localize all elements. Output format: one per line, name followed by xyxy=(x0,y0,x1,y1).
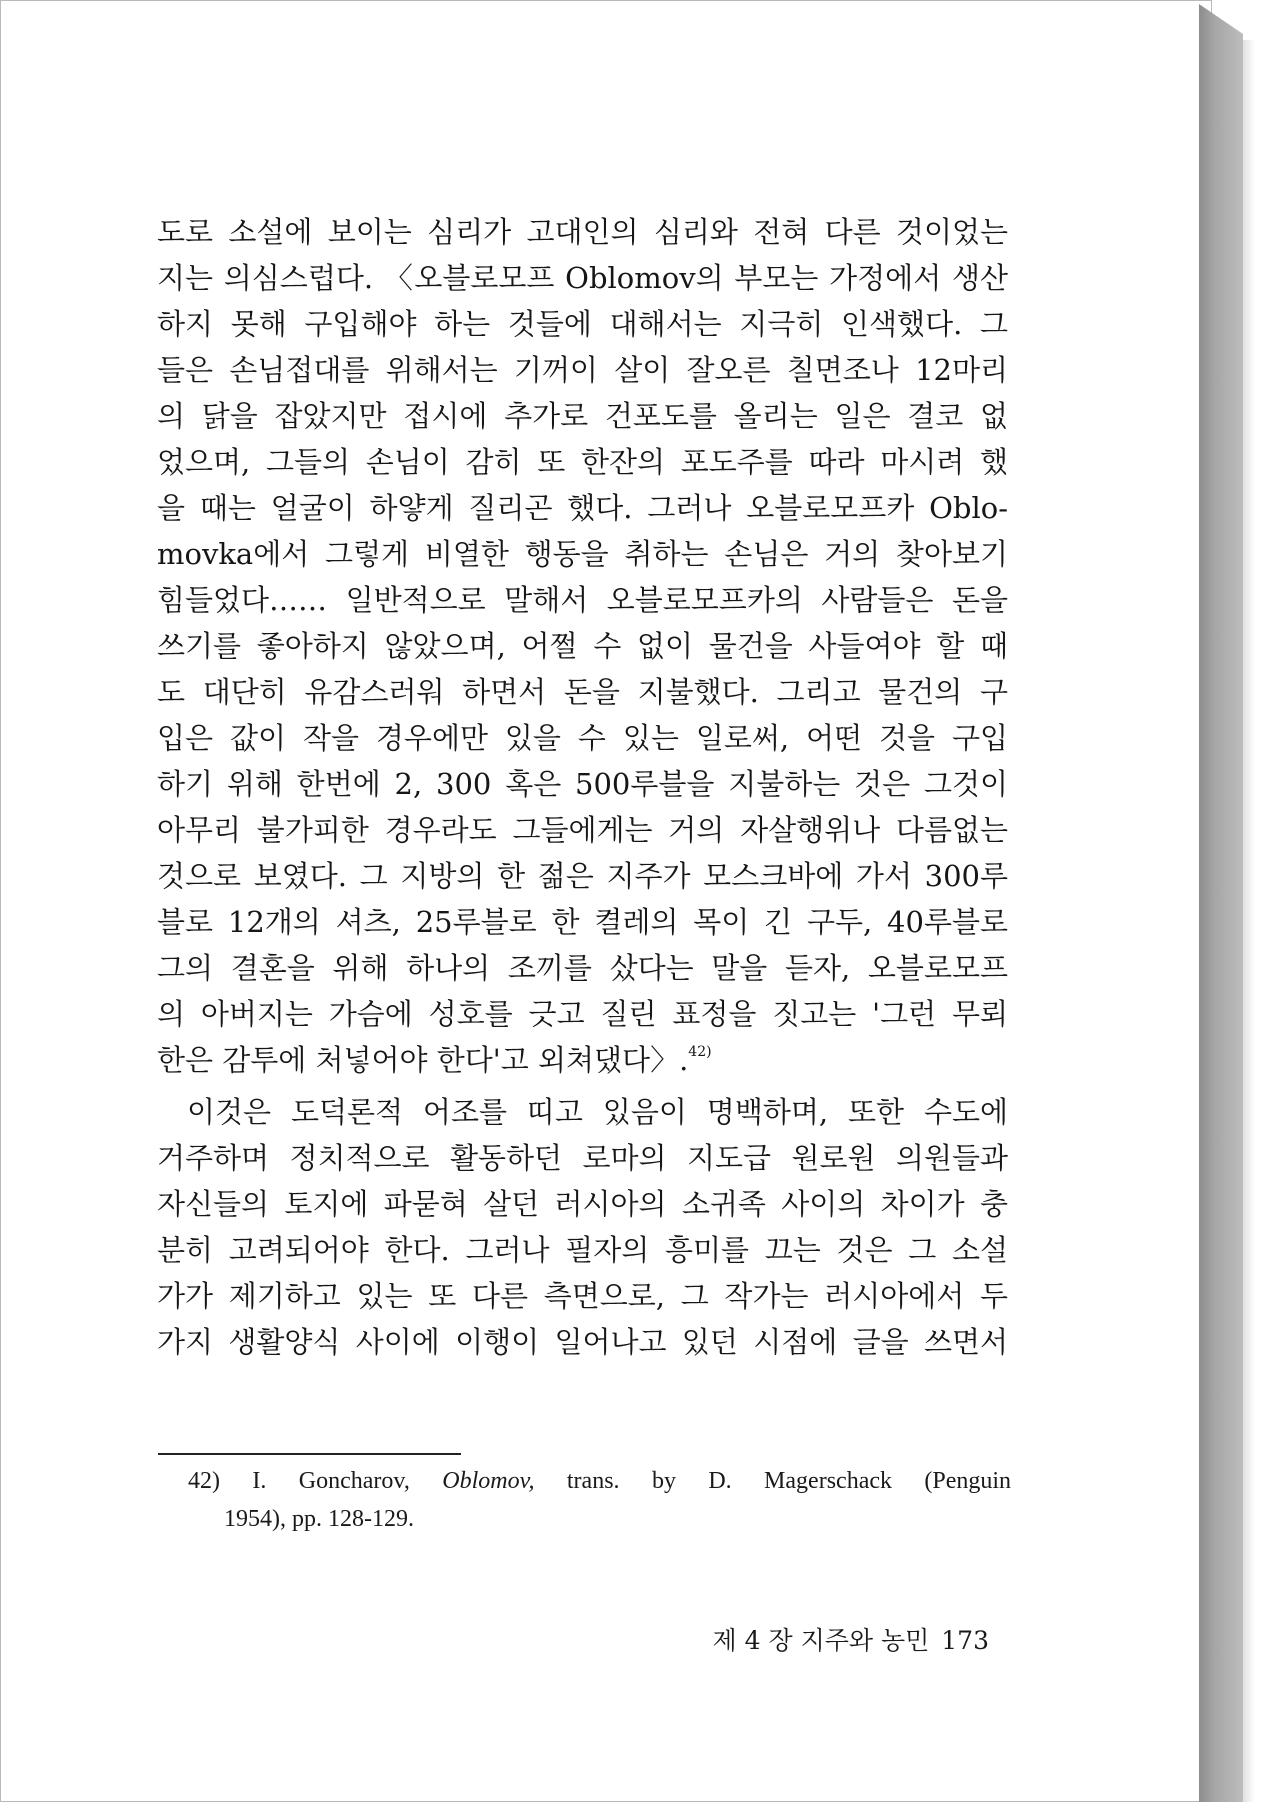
footnote-title: Oblomov, xyxy=(442,1468,535,1494)
text-line: 아무리 불가피한 경우라도 그들에게는 거의 자살행위나 다름없는 xyxy=(157,813,1008,847)
page-stack-edge xyxy=(1199,4,1243,1802)
text-line: 것으로 보였다. 그 지방의 한 젊은 지주가 모스크바에 가서 300루 xyxy=(157,859,1008,893)
text-line: 입은 값이 작을 경우에만 있을 수 있는 일로써, 어떤 것을 구입 xyxy=(157,721,1008,755)
text-line: 의 닭을 잡았지만 접시에 추가로 건포도를 올리는 일은 결코 없 xyxy=(157,399,1008,433)
page-footer xyxy=(713,1621,989,1657)
text-line: 이것은 도덕론적 어조를 띠고 있음이 명백하며, 또한 수도에 xyxy=(187,1095,1008,1129)
text-line: 힘들었다…… 일반적으로 말해서 오블로모프카의 사람들은 돈을 xyxy=(157,583,1008,617)
footnote-publication: trans. by D. Magerschack (Penguin xyxy=(566,1468,1012,1494)
text-line: 블로 12개의 셔츠, 25루블로 한 켤레의 목이 긴 구두, 40루블로 xyxy=(157,905,1008,939)
text-line: 들은 손님접대를 위해서는 기꺼이 살이 잘오른 칠면조나 12마리 xyxy=(157,353,1008,387)
text-line: 지는 의심스럽다. 〈오블로모프 Oblomov의 부모는 가정에서 생산 xyxy=(157,261,1008,295)
text-line-last xyxy=(157,1037,1008,1083)
text-line: 거주하며 정치적으로 활동하던 로마의 지도급 원로원 의원들과 xyxy=(157,1141,1008,1175)
footnote-line: 1954), pp. 128-129. xyxy=(224,1506,414,1532)
text-line: 가가 제기하고 있는 또 다른 측면으로, 그 작가는 러시아에서 두 xyxy=(157,1279,1008,1313)
footnote-reference[interactable]: 42) xyxy=(688,1044,712,1060)
text-line-content: 한은 감투에 처넣어야 한다'고 외쳐댔다〉. xyxy=(157,1043,689,1077)
text-line: 쓰기를 좋아하지 않았으며, 어쩔 수 없이 물건을 사들여야 할 때 xyxy=(157,629,1008,663)
paragraph-2 xyxy=(157,1089,1008,1365)
body-text xyxy=(157,209,1008,1365)
text-line: 분히 고려되어야 한다. 그러나 필자의 흥미를 끄는 것은 그 소설 xyxy=(157,1233,1008,1267)
text-line: 을 때는 얼굴이 하얗게 질리곤 했다. 그러나 오블로모프카 Oblo- xyxy=(157,491,1008,525)
paragraph-1 xyxy=(157,209,1008,1083)
footnote xyxy=(188,1462,1011,1538)
footnote-author: I. Goncharov, xyxy=(252,1468,410,1494)
chapter-title: 제 4 장 지주와 농민 xyxy=(712,1626,930,1655)
text-line: 의 아버지는 가슴에 성호를 긋고 질린 표정을 짓고는 '그런 무뢰 xyxy=(157,997,1008,1031)
text-line: 가지 생활양식 사이에 이행이 일어나고 있던 시점에 글을 쓰면서 xyxy=(157,1325,1008,1359)
text-line: 하지 못해 구입해야 하는 것들에 대해서는 지극히 인색했다. 그 xyxy=(157,307,1008,341)
page-shadow xyxy=(1243,40,1255,1802)
text-line: 었으며, 그들의 손님이 감히 또 한잔의 포도주를 따라 마시려 했 xyxy=(157,445,1008,479)
footnote-line xyxy=(188,1462,1011,1500)
footnote-divider xyxy=(158,1453,461,1455)
text-line: 자신들의 토지에 파묻혀 살던 러시아의 소귀족 사이의 차이가 충 xyxy=(157,1187,1008,1221)
page-number: 173 xyxy=(941,1626,989,1655)
text-line: 그의 결혼을 위해 하나의 조끼를 샀다는 말을 듣자, 오블로모프 xyxy=(157,951,1008,985)
text-line: 하기 위해 한번에 2, 300 혹은 500루블을 지불하는 것은 그것이 xyxy=(157,767,1008,801)
footnote-number: 42) xyxy=(188,1468,220,1494)
text-line: 도 대단히 유감스러워 하면서 돈을 지불했다. 그리고 물건의 구 xyxy=(157,675,1008,709)
text-line: 도로 소설에 보이는 심리가 고대인의 심리와 전혀 다른 것이었는 xyxy=(157,215,1008,249)
text-line: movka에서 그렇게 비열한 행동을 취하는 손님은 거의 찾아보기 xyxy=(157,537,1008,571)
